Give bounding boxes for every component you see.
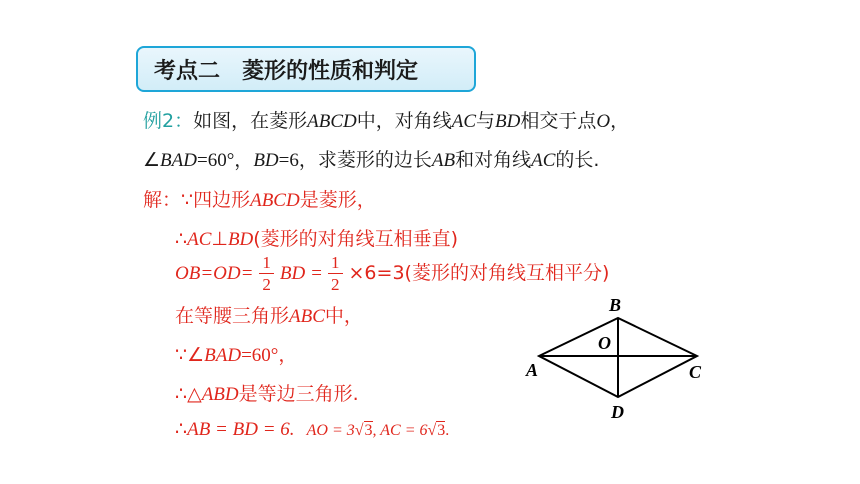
problem-text: 的长. [555, 149, 600, 171]
angle-symbol: ∠ [143, 150, 161, 171]
sqrt-three: √3 [354, 422, 373, 439]
label-d: D [611, 402, 624, 422]
section-number: 考点二 [154, 58, 221, 84]
problem-text: =6，求菱形的边长 [278, 150, 432, 171]
problem-text: ， [610, 110, 630, 132]
perpendicular-symbol: ⊥ [211, 228, 228, 250]
solution-text: 解：∵四边形 [143, 189, 251, 211]
math-abc: ABC [289, 306, 325, 327]
problem-text: 相交于点 [520, 110, 597, 132]
label-b: B [609, 295, 622, 315]
math-ac: , AC = 6 [372, 422, 428, 439]
label-a: A [526, 360, 539, 380]
math-bd: BD [253, 150, 279, 171]
label-o: O [598, 333, 611, 353]
sqrt-three: √3 [427, 422, 446, 439]
math-o: O [596, 111, 611, 132]
math-ob-od: OB=OD= [175, 263, 254, 284]
math-ac: AC [187, 229, 212, 250]
solution-text: 中， [324, 305, 363, 327]
problem-text: 与 [476, 110, 496, 132]
example-label: 例2： [143, 110, 194, 132]
math-ac: AC [531, 150, 556, 171]
math-abcd: ABCD [250, 190, 300, 211]
math-bd: BD [279, 263, 306, 284]
math-abcd: ABCD [307, 111, 357, 132]
problem-text: 中，对角线 [356, 110, 452, 132]
math-ab: AB [431, 150, 456, 171]
math-abd: ABD [201, 384, 239, 405]
label-c: C [689, 362, 702, 382]
math-ac: AC [451, 111, 477, 132]
math-bad: BAD [160, 150, 197, 171]
solution-text: (菱形的对角线互相垂直) [253, 228, 459, 250]
fraction-half: $\frac{1}{2}$ [328, 254, 343, 293]
solution-text: ×6=3(菱形的对角线互相平分) [348, 262, 610, 284]
problem-text: 如图，在菱形 [193, 110, 308, 132]
solution-text: 在等腰三角形 [175, 305, 290, 327]
problem-text: =60°， [196, 150, 254, 171]
math-ab-bd: AB = BD = 6. [187, 419, 295, 440]
math-ao: AO = 3 [306, 422, 355, 439]
section-topic: 菱形的性质和判定 [242, 58, 419, 84]
therefore-symbol: ∴△ [175, 383, 202, 405]
math-bd: BD [227, 229, 254, 250]
fraction-half: $\frac{1}{2}$ [259, 254, 274, 293]
solution-text: =60°， [241, 345, 298, 366]
math-bd: BD [495, 111, 521, 132]
therefore-symbol: ∴ [175, 418, 188, 440]
therefore-symbol: ∴ [175, 228, 188, 250]
solution-line-7: ∴AB = BD = 6. AO = 3√3, AC = 6√3. [175, 418, 450, 440]
math-bad: BAD [204, 345, 242, 366]
solution-text: 是菱形， [299, 189, 376, 211]
equals-sign: = [311, 263, 323, 284]
because-symbol: ∵∠ [175, 344, 205, 366]
problem-text: 和对角线 [455, 149, 532, 171]
solution-text: 是等边三角形. [238, 383, 359, 405]
